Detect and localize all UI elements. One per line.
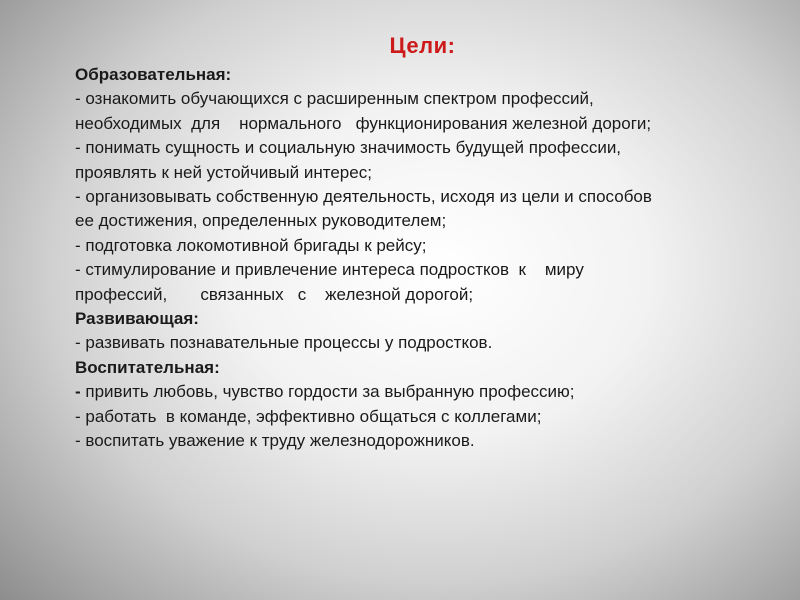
goal-line: - воспитать уважение к труду железнодорожников.	[75, 431, 475, 451]
goal-line: необходимых для нормального функционирования железной дороги;	[75, 113, 652, 133]
section-heading-educational: Образовательная:	[75, 65, 232, 84]
goal-line	[75, 380, 775, 404]
goal-line: - ознакомить обучающихся с расширенным спектром профессий,	[75, 89, 594, 109]
slide-title: Цели:	[389, 33, 456, 58]
goal-line: профессий, связанных с железной дорогой;	[75, 284, 474, 304]
goal-line-text: привить любовь, чувство гордости за выбранную профессию;	[80, 382, 575, 402]
bold-dash: -	[75, 382, 81, 402]
goals-content	[75, 63, 775, 454]
goal-line: проявлять к ней устойчивый интерес;	[75, 162, 372, 182]
goal-line: - подготовка локомотивной бригады к рейсу;	[75, 235, 427, 255]
goal-line: - работать в команде, эффективно общаться с коллегами;	[75, 406, 542, 426]
goal-line: - организовывать собственную деятельность, исходя из цели и способов	[75, 187, 652, 207]
section-heading-developmental: Развивающая:	[75, 309, 199, 329]
goal-line: - стимулирование и привлечение интереса подростков к миру	[75, 260, 584, 280]
goal-line: ее достижения, определенных руководителем;	[75, 211, 447, 231]
goal-line: - развивать познавательные процессы у подростков.	[75, 333, 493, 353]
goal-line: - понимать сущность и социальную значимость будущей профессии,	[75, 138, 622, 158]
section-heading-upbringing: Воспитательная:	[75, 357, 220, 377]
